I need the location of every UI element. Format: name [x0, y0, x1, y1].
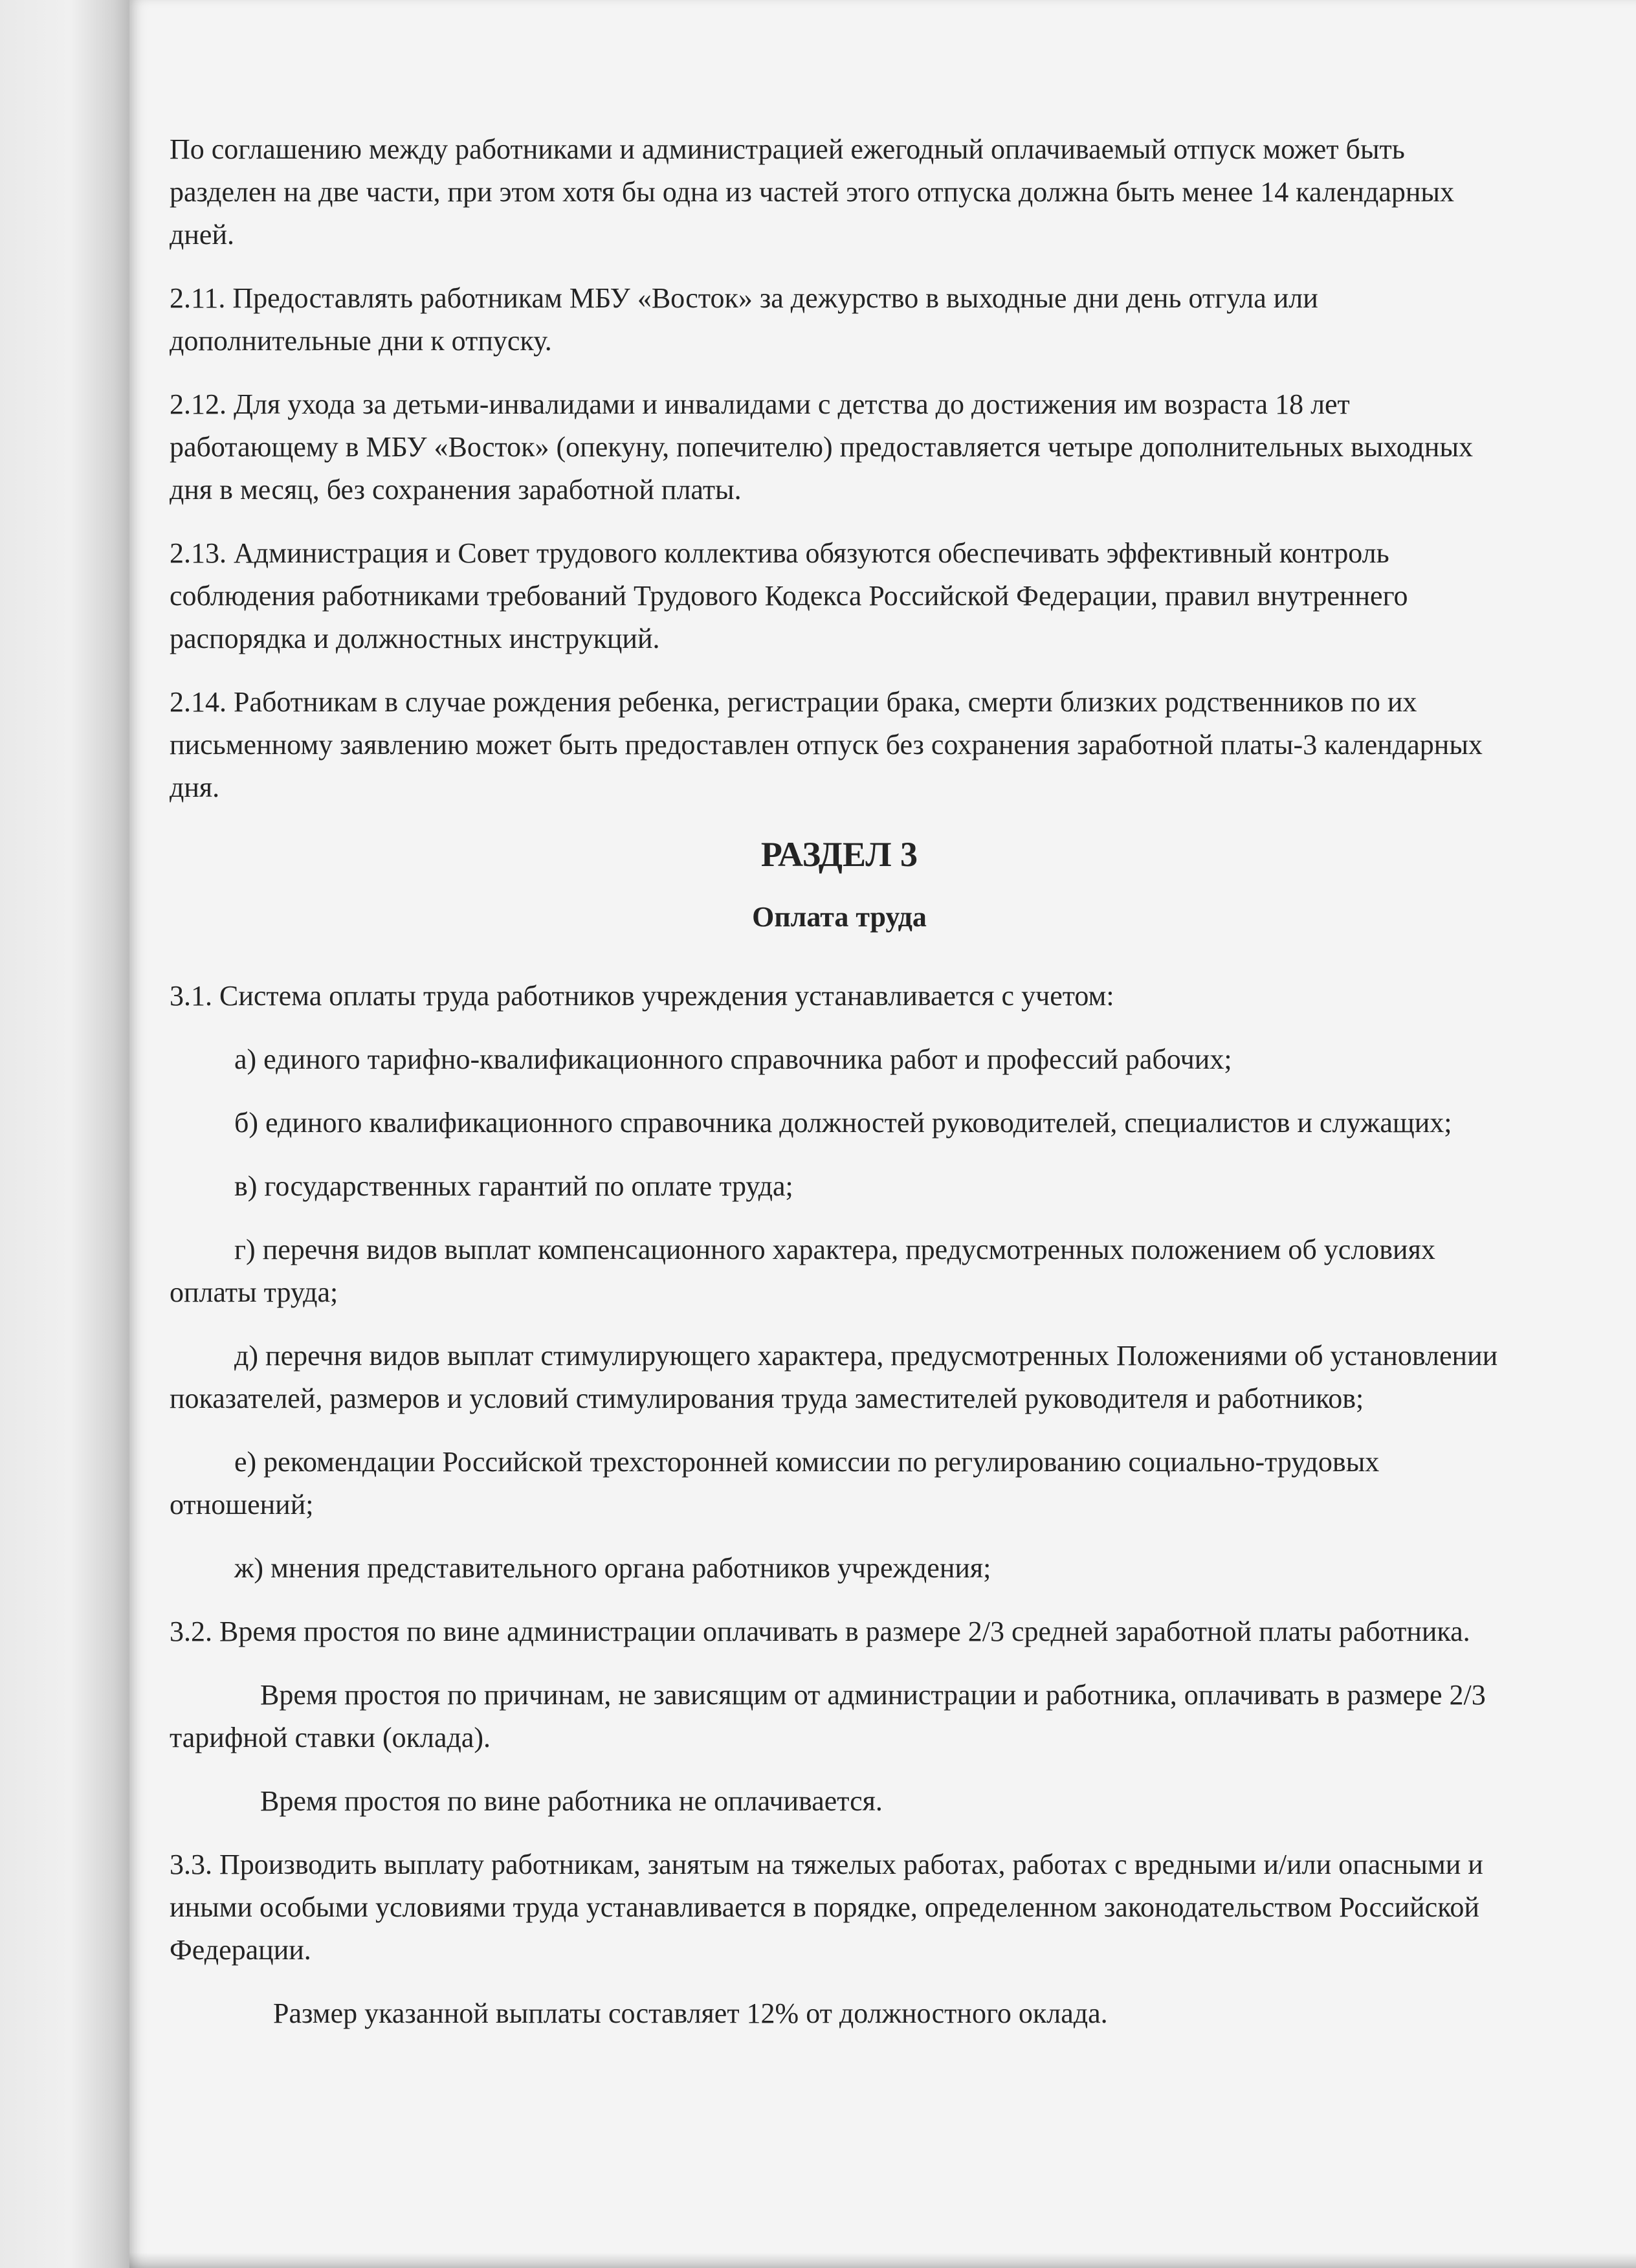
- scan-left-margin: [0, 0, 129, 2268]
- section-heading: РАЗДЕЛ 3: [760, 835, 918, 874]
- clause-3-1-item-b: б) единого квалификационного справочника должностей руководителей, специалистов и служащих;: [234, 1107, 1452, 1139]
- clause-3-2-paragraph-2: Время простоя по причинам, не зависящим от администрации и работника, оплачивать в размере 2/3 тарифной ставки (оклада).: [170, 1679, 1486, 1753]
- scan-bottom-shadow: [129, 2252, 1636, 2268]
- clause-2-13: 2.13. Администрация и Совет трудового коллектива обязуются обеспечивать эффективный контроль соблюдения работниками требований Трудового Кодекса Российской Федерации, правил внутреннего распорядка и должностных инструкций.: [170, 537, 1408, 654]
- clause-3-3: 3.3. Производить выплату работникам, занятым на тяжелых работах, работах с вредными и/или опасными и иными особыми условиями труда устанавливается в порядке, определенном законодательством Российской Федерации.: [170, 1849, 1483, 1966]
- clause-3-1-item-e: д) перечня видов выплат стимулирующего характера, предусмотренных Положениями об установлении показателей, размеров и условий стимулирования труда заместителей руководителя и работников;: [170, 1340, 1498, 1414]
- clause-3-2-paragraph-3: Время простоя по вине работника не оплачивается.: [260, 1785, 883, 1817]
- clause-3-2: 3.2. Время простоя по вине администрации оплачивать в размере 2/3 средней заработной платы работника.: [170, 1616, 1470, 1647]
- clause-2-11: 2.11. Предоставлять работникам МБУ «Восток» за дежурство в выходные дни день отгула или дополнительные дни к отпуску.: [170, 282, 1318, 357]
- clause-3-1: 3.1. Система оплаты труда работников учреждения устанавливается с учетом:: [170, 980, 1114, 1012]
- section-subheading: Оплата труда: [752, 901, 927, 933]
- clause-3-1-item-f: е) рекомендации Российской трехсторонней комиссии по регулированию социально-трудовых отношений;: [170, 1446, 1380, 1520]
- clause-3-1-item-c: в) государственных гарантий по оплате труда;: [234, 1170, 793, 1202]
- clause-2-12: 2.12. Для ухода за детьми-инвалидами и инвалидами с детства до достижения им возраста 18 лет работающему в МБУ «Восток» (опекуну, попечителю) предоставляется четыре дополнительных выходных дня в месяц, без сохранения заработной платы.: [170, 388, 1474, 506]
- clause-3-3-paragraph-2: Размер указанной выплаты составляет 12% от должностного оклада.: [273, 1997, 1108, 2029]
- clause-3-1-item-a: а) единого тарифно-квалификационного справочника работ и профессий рабочих;: [234, 1043, 1232, 1075]
- clause-3-1-item-g: ж) мнения представительного органа работников учреждения;: [234, 1552, 991, 1584]
- clause-3-1-item-d: г) перечня видов выплат компенсационного характера, предусмотренных положением об условиях оплаты труда;: [170, 1234, 1435, 1308]
- document-body: [170, 128, 1509, 2056]
- paragraph-vacation-split: По соглашению между работниками и администрацией ежегодный оплачиваемый отпуск может быть разделен на две части, при этом хотя бы одна из частей этого отпуска должна быть менее 14 календарных дней.: [170, 133, 1454, 250]
- clause-2-14: 2.14. Работникам в случае рождения ребенка, регистрации брака, смерти близких родственников по их письменному заявлению может быть предоставлен отпуск без сохранения заработной платы-3 календарных дня.: [170, 686, 1483, 803]
